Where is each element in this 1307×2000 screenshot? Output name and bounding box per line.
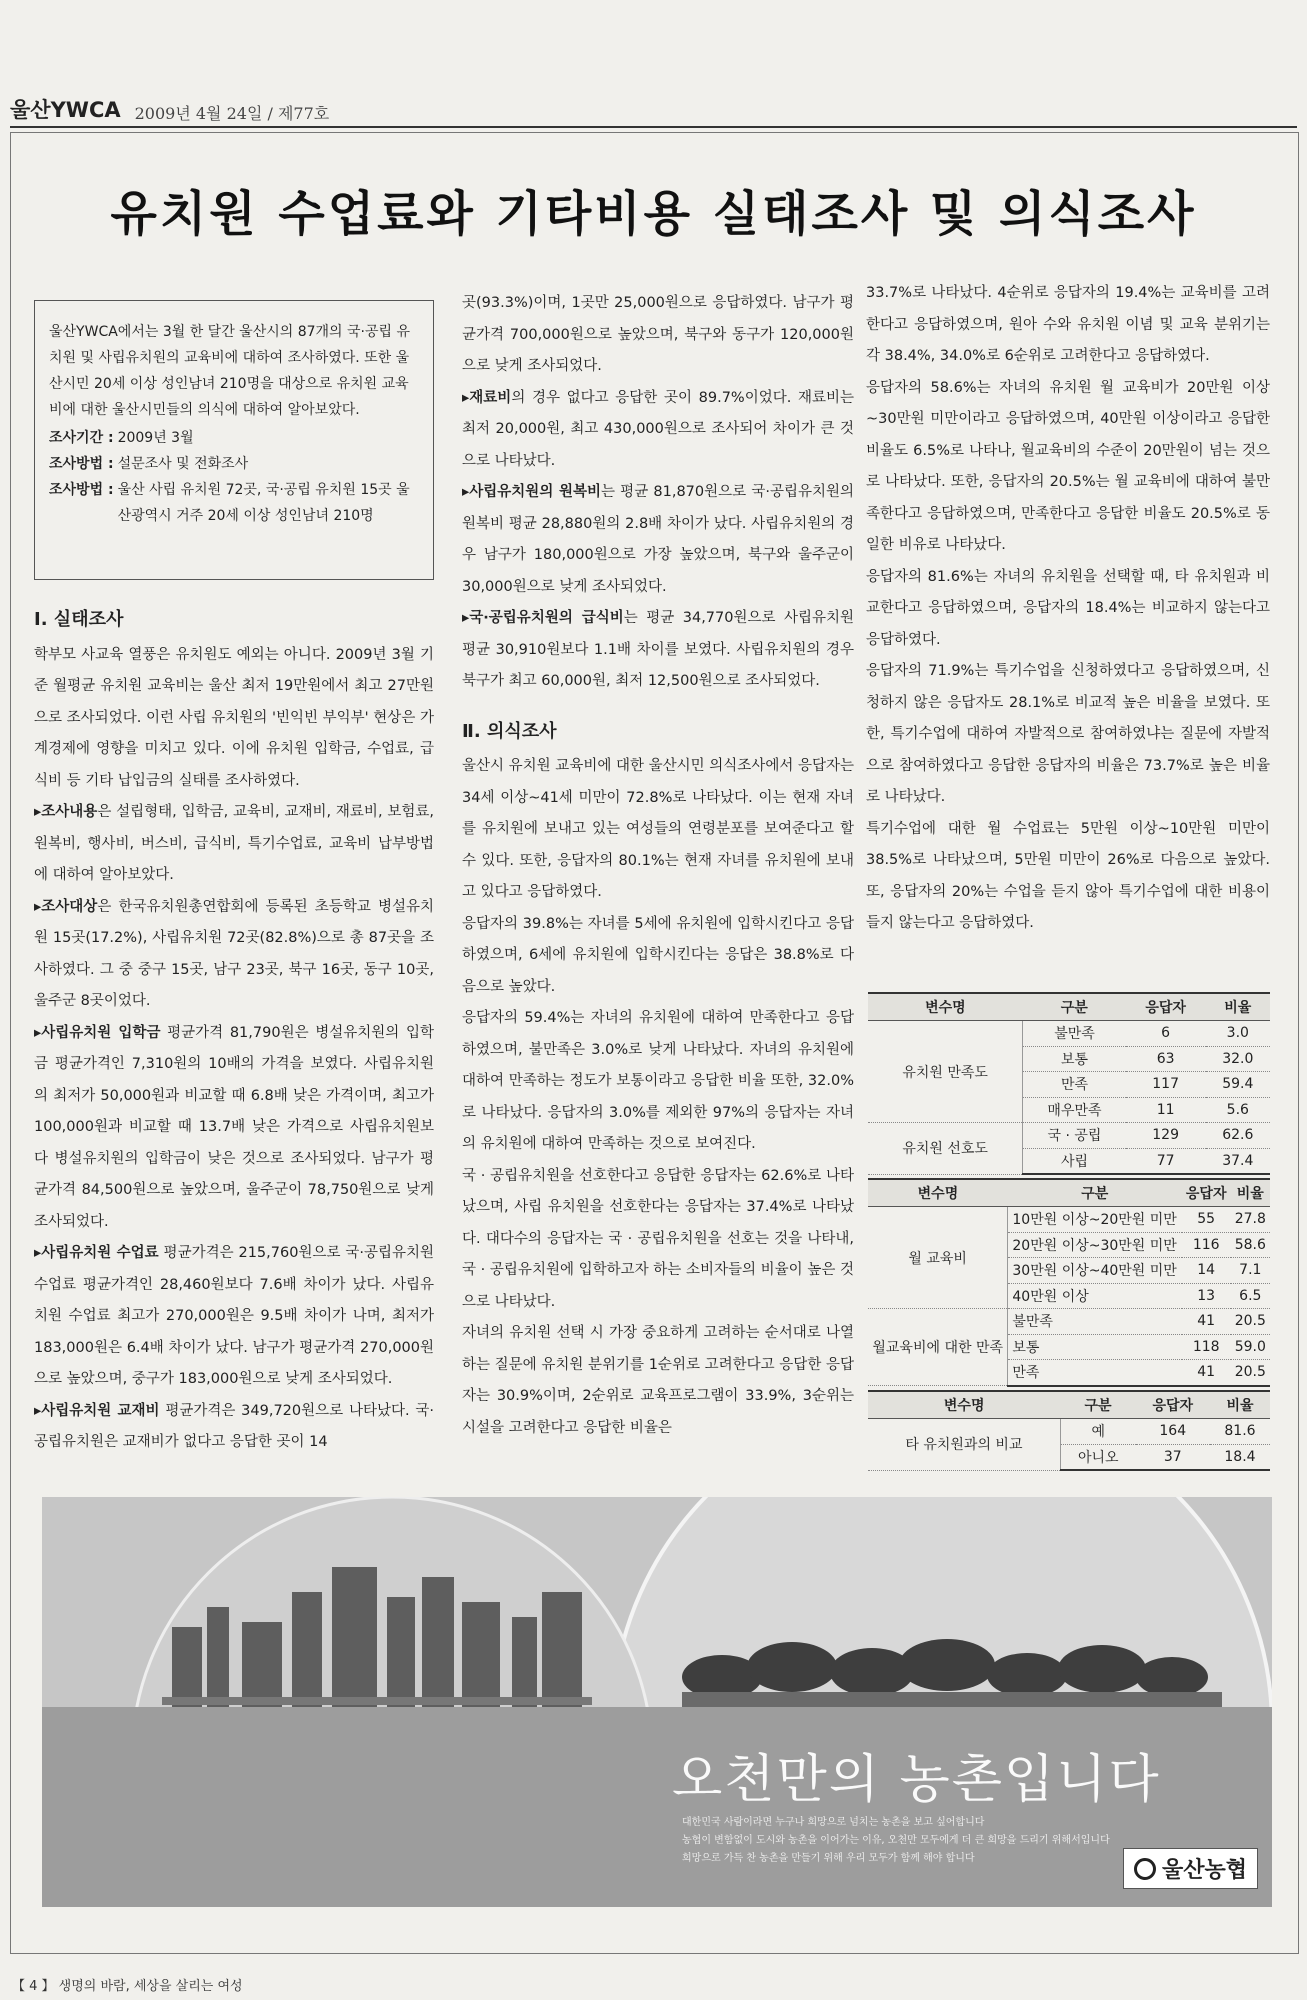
bullet-label: ▸조사내용 [34, 804, 98, 820]
paragraph [462, 383, 854, 478]
cell: 27.8 [1231, 1207, 1270, 1233]
cell: 117 [1126, 1072, 1206, 1098]
method-value: 설문조사 및 전화조사 [117, 456, 249, 472]
cell: 62.6 [1206, 1123, 1270, 1149]
cell: 40만원 이상 [1008, 1283, 1182, 1309]
target-value: 울산 사립 유치원 72곳, 국·공립 유치원 15곳 울산광역시 거주 20세 이상 성인남녀 210명 [117, 482, 410, 524]
col-header: 응답자 [1182, 1179, 1231, 1207]
cell: 사립 [1023, 1148, 1126, 1174]
table-kindergarten-satisfaction [868, 992, 1270, 1175]
paragraph-text: 는 평균 34,770원으로 사립유치원 평균 30,910원보다 1.1배 차이를 보였다. 사립유치원의 경우 북구가 최고 60,000원, 최저 12,500원으로 조사되었다. [462, 610, 855, 689]
paragraph: 국 · 공립유치원을 선호한다고 응답한 응답자는 62.6%로 나타났으며, 사립 유치원을 선호한다는 응답자는 37.4%로 나타났다. 대다수의 응답자는 국 · 공립유치원을 선호는 것을 나타내, 국 · 공립유치원에 입학하고자 하는 소비자들의 비율이 높은 것으로 나타났다. [462, 1167, 854, 1310]
cell: 20.5 [1231, 1309, 1270, 1335]
period-label: 조사기간 : [49, 430, 114, 446]
bullet-label: ▸국·공립유치원의 급식비 [462, 610, 624, 626]
intro-box [34, 300, 434, 580]
cell: 129 [1126, 1123, 1206, 1149]
masthead-brand: 울산YWCA [10, 98, 121, 122]
paragraph: 학부모 사교육 열풍은 유치원도 예외는 아니다. 2009년 3월 기준 월평균 유치원 교육비는 울산 최저 19만원에서 최고 27만원으로 조사되었다. 이런 사립 유치원의 '빈익빈 부익부' 현상은 가계경제에 영향을 미치고 있다. 이에 유치원 입학금, 수업료, 급식비 등 기타 납입금의 실태를 조사하였다. [34, 646, 434, 789]
paragraph: 33.7%로 나타났다. 4순위로 응답자의 19.4%는 교육비를 고려한다고 응답하였으며, 원아 수와 유치원 이념 및 교육 분위기는 각 38.4%, 34.0%로 6순위로 고려한다고 응답하였다. [866, 285, 1270, 364]
col-header: 변수명 [868, 1391, 1060, 1419]
cell: 32.0 [1206, 1046, 1270, 1072]
paragraph: 곳(93.3%)이며, 1곳만 25,000원으로 응답하였다. 남구가 평균가격 700,000원으로 높았으며, 북구와 동구가 120,000원으로 낮게 조사되었다. [462, 295, 854, 374]
cell: 58.6 [1231, 1232, 1270, 1258]
section-heading-opinion: Ⅱ. 의식조사 [462, 720, 557, 742]
paragraph [34, 797, 434, 892]
cell: 55 [1182, 1207, 1231, 1233]
nonghyup-emblem-icon [1134, 1858, 1156, 1880]
col-header: 구분 [1060, 1391, 1135, 1419]
cell: 59.0 [1231, 1334, 1270, 1360]
method-label: 조사방법 : [49, 456, 114, 472]
col-header: 비율 [1231, 1179, 1270, 1207]
masthead-issue: 2009년 4월 24일 / 제77호 [134, 104, 330, 123]
cell: 6.5 [1231, 1283, 1270, 1309]
cell: 20.5 [1231, 1360, 1270, 1386]
variable-name: 유치원 선호도 [868, 1123, 1023, 1175]
section-heading-survey: Ⅰ. 실태조사 [34, 609, 124, 630]
cell: 37.4 [1206, 1148, 1270, 1174]
paragraph: 응답자의 58.6%는 자녀의 유치원 월 교육비가 20만원 이상~30만원 미만이라고 응답하였으며, 40만원 이상이라고 응답한 비율도 6.5%로 나타나, 월교육비의 수준이 20만원이 넘는 것으로 나타났다. 또한, 응답자의 20.5%는 월 교육비에 대하여 불만족한다고 응답하였으며, 만족한다고 응답한 비율도 20.5%로 동일한 비유로 나타났다. [866, 379, 1270, 553]
paragraph-text: 평균가격 81,790원은 병설유치원의 입학금 평균가격인 7,310원의 10배의 가격을 보였다. 사립유치원의 최저가 50,000원과 비교할 때 6.8배 낮은 가격이며, 최고가 100,000원과 비교할 때 13.7배 낮은 가격으로 사립유치원보다 병설유치원의 입학금이 낮은 것으로 조사되었다. 남구가 평균가격 84,500원으로 높았으며, 울주군이 78,750원으로 낮게 조사되었다. [34, 1024, 434, 1230]
cell: 6 [1126, 1021, 1206, 1047]
cell: 164 [1136, 1419, 1210, 1445]
bullet-label: ▸사립유치원 입학금 [34, 1024, 161, 1041]
bullet-label: ▸사립유치원의 원복비 [462, 484, 601, 500]
column-1 [34, 598, 434, 1459]
cell: 10만원 이상~20만원 미만 [1008, 1207, 1182, 1233]
article-title: 유치원 수업료와 기타비용 실태조사 및 의식조사 [110, 186, 1197, 242]
table-row [868, 1419, 1270, 1445]
target-label: 조사방법 : [49, 482, 114, 498]
cell: 아니오 [1060, 1444, 1135, 1470]
variable-name: 월 교육비 [868, 1207, 1008, 1309]
col-header: 응답자 [1126, 993, 1206, 1021]
paragraph: 응답자의 39.8%는 자녀를 5세에 유치원에 입학시킨다고 응답하였으며, 6세에 유치원에 입학시킨다는 응답은 38.8%로 다음으로 높았다. [462, 915, 854, 995]
paragraph [34, 892, 434, 1018]
page-footer: 【 4 】 생명의 바람, 세상을 살리는 여성 [12, 1979, 243, 1994]
logo-text: 울산농협 [1161, 1858, 1247, 1883]
paragraph-text: 의 경우 없다고 응답한 곳이 89.7%이었다. 재료비는 최저 20,000원, 최고 430,000원으로 조사되어 차이가 큰 것으로 나타났다. [462, 389, 854, 469]
cell: 37 [1136, 1444, 1210, 1470]
bullet-label: ▸사립유치원 수업료 [34, 1245, 159, 1261]
cell: 116 [1182, 1232, 1231, 1258]
ad-slogan: 오천만의 농촌입니다 [672, 1750, 1161, 1810]
col-header: 구분 [1023, 993, 1126, 1021]
paragraph-text: 은 한국유치원총연합회에 등록된 초등학교 병설유치원 15곳(17.2%), 사립유치원 72곳(82.8%)으로 총 87곳을 조사하였다. 그 중 중구 15곳, 남구 23곳, 북구 16곳, 동구 10곳, 울주군 8곳이었다. [34, 898, 434, 1009]
table-row [868, 1309, 1270, 1335]
bullet-label: ▸조사대상 [34, 898, 98, 915]
paragraph-text: 평균가격은 349,720원으로 나타났다. 국·공립유치원은 교재비가 없다고 응답한 곳이 14 [34, 1402, 434, 1450]
col-header: 비율 [1210, 1391, 1270, 1419]
cell: 11 [1126, 1097, 1206, 1123]
cell: 매우만족 [1023, 1097, 1126, 1123]
table-monthly-fee [868, 1178, 1270, 1387]
cell: 불만족 [1008, 1309, 1182, 1335]
cell: 7.1 [1231, 1258, 1270, 1284]
nonghyup-advertisement [42, 1497, 1272, 1907]
cell: 보통 [1008, 1334, 1182, 1360]
paragraph: 특기수업에 대한 월 수업료는 5만원 이상~10만원 미만이 38.5%로 나타났으며, 5만원 미만이 26%로 다음으로 높았다. 또, 응답자의 20%는 수업을 듣지 않아 특기수업에 대한 비용이 들지 않는다고 응답하였다. [866, 820, 1270, 931]
cell: 5.6 [1206, 1097, 1270, 1123]
cell: 만족 [1023, 1072, 1126, 1098]
cell: 3.0 [1206, 1021, 1270, 1047]
cell: 예 [1060, 1419, 1135, 1445]
paragraph [34, 1396, 434, 1459]
nonghyup-logo [1123, 1848, 1258, 1889]
cell: 20만원 이상~30만원 미만 [1008, 1232, 1182, 1258]
cell: 국 · 공립 [1023, 1123, 1126, 1149]
paragraph: 울산시 유치원 교육비에 대한 울산시민 의식조사에서 응답자는 34세 이상~41세 미만이 72.8%로 나타났다. 이는 현재 자녀를 유치원에 보내고 있는 여성들의 연령분포를 보여준다고 할 수 있다. 또한, 응답자의 80.1%는 현재 자녀를 유치원에 보내고 있다고 응답하였다. [462, 758, 854, 900]
cell: 77 [1126, 1148, 1206, 1174]
intro-text: 울산YWCA에서는 3월 한 달간 울산시의 87개의 국·공립 유치원 및 사립유치원의 교육비에 대하여 조사하였다. 또한 울산시민 20세 이상 성인남녀 210명을 대상으로 유치원 교육비에 대한 울산시민들의 의식에 대하여 알아보았다. [49, 324, 411, 418]
table-row [868, 1207, 1270, 1233]
paragraph [462, 477, 854, 603]
cell: 14 [1182, 1258, 1231, 1284]
col-header: 구분 [1008, 1179, 1182, 1207]
table-row [868, 1123, 1270, 1149]
variable-name: 유치원 만족도 [868, 1021, 1023, 1123]
cell: 18.4 [1210, 1444, 1270, 1470]
paragraph: 응답자의 59.4%는 자녀의 유치원에 대하여 만족한다고 응답하였으며, 불만족은 3.0%로 낮게 나타났다. 자녀의 유치원에 대하여 만족하는 정도가 보통이라고 응답한 비율 또한, 32.0%로 나타났다. 응답자의 3.0%를 제외한 97%의 응답자는 자녀의 유치원에 대하여 만족하는 것으로 보여진다. [462, 1010, 854, 1152]
cell: 보통 [1023, 1046, 1126, 1072]
paragraph: 응답자의 71.9%는 특기수업을 신청하였다고 응답하였으며, 신청하지 않은 응답자도 28.1%로 비교적 높은 비율을 보였다. 또한, 특기수업에 대하여 자발적으로 참여하였냐는 질문에 자발적으로 참여하였다고 응답한 응답자의 비율은 73.7%로 높은 비율로 나타났다. [866, 663, 1270, 805]
cell: 41 [1182, 1309, 1231, 1335]
cell: 63 [1126, 1046, 1206, 1072]
cell: 만족 [1008, 1360, 1182, 1386]
ad-copy-line: 희망으로 가득 찬 농촌을 만들기 위해 우리 모두가 함께 해야 합니다 [682, 1853, 975, 1864]
paragraph-text: 는 평균 81,870원으로 국·공립유치원의 원복비 평균 28,880원의 2.8배 차이가 났다. 사립유치원의 경우 남구가 180,000원으로 가장 높았으며, 북구와 울주군이 30,000원으로 낮게 조사되었다. [462, 484, 855, 595]
variable-name: 타 유치원과의 비교 [868, 1419, 1060, 1471]
ad-copy-line: 대한민국 사람이라면 누구나 희망으로 넘치는 농촌을 보고 싶어합니다 [682, 1817, 985, 1828]
paragraph: 자녀의 유치원 선택 시 가장 중요하게 고려하는 순서대로 나열하는 질문에 유치원 분위기를 1순위로 고려한다고 응답한 응답자는 30.9%이며, 2순위로 교육프로그램이 33.9%, 3순위는 시설을 고려한다고 응답한 비율은 [462, 1325, 854, 1436]
masthead [10, 100, 1297, 128]
period-value: 2009년 3월 [117, 430, 194, 446]
paragraph-text: 은 설립형태, 입학금, 교육비, 교재비, 재료비, 보험료, 원복비, 행사비, 버스비, 급식비, 특기수업료, 교육비 납부방법에 대하여 알아보았다. [34, 804, 434, 883]
column-3 [866, 278, 1270, 940]
ad-copy-line: 농협이 변함없이 도시와 농촌을 이어가는 이유, 오천만 모두에게 더 큰 희망을 드리기 위해서입니다 [682, 1835, 1110, 1846]
col-header: 비율 [1206, 993, 1270, 1021]
cell: 41 [1182, 1360, 1231, 1386]
table-comparison [868, 1390, 1270, 1471]
paragraph [34, 1018, 434, 1239]
cell: 81.6 [1210, 1419, 1270, 1445]
cell: 13 [1182, 1283, 1231, 1309]
cell: 불만족 [1023, 1021, 1126, 1047]
col-header: 응답자 [1136, 1391, 1210, 1419]
paragraph [462, 603, 854, 698]
bullet-label: ▸사립유치원 교재비 [34, 1402, 160, 1419]
cell: 30만원 이상~40만원 미만 [1008, 1258, 1182, 1284]
paragraph: 응답자의 81.6%는 자녀의 유치원을 선택할 때, 타 유치원과 비교한다고 응답하였으며, 응답자의 18.4%는 비교하지 않는다고 응답하였다. [866, 568, 1270, 648]
paragraph-text: 평균가격은 215,760원으로 국·공립유치원 수업료 평균가격인 28,460원보다 7.6배 차이가 났다. 사립유치원 수업료 최고가 270,000원은 9.5배 차이가 나며, 최저가 183,000원은 6.4배 차이가 났다. 남구가 평균가격 270,000원으로 높았으며, 중구가 183,000원으로 낮게 조사되었다. [34, 1245, 434, 1387]
col-header: 변수명 [868, 993, 1023, 1021]
paragraph [34, 1238, 434, 1396]
cell: 59.4 [1206, 1072, 1270, 1098]
variable-name: 월교육비에 대한 만족 [868, 1309, 1008, 1386]
table-row [868, 1021, 1270, 1047]
bullet-label: ▸재료비 [462, 389, 512, 406]
cell: 118 [1182, 1334, 1231, 1360]
column-2 [462, 288, 854, 1444]
col-header: 변수명 [868, 1179, 1008, 1207]
